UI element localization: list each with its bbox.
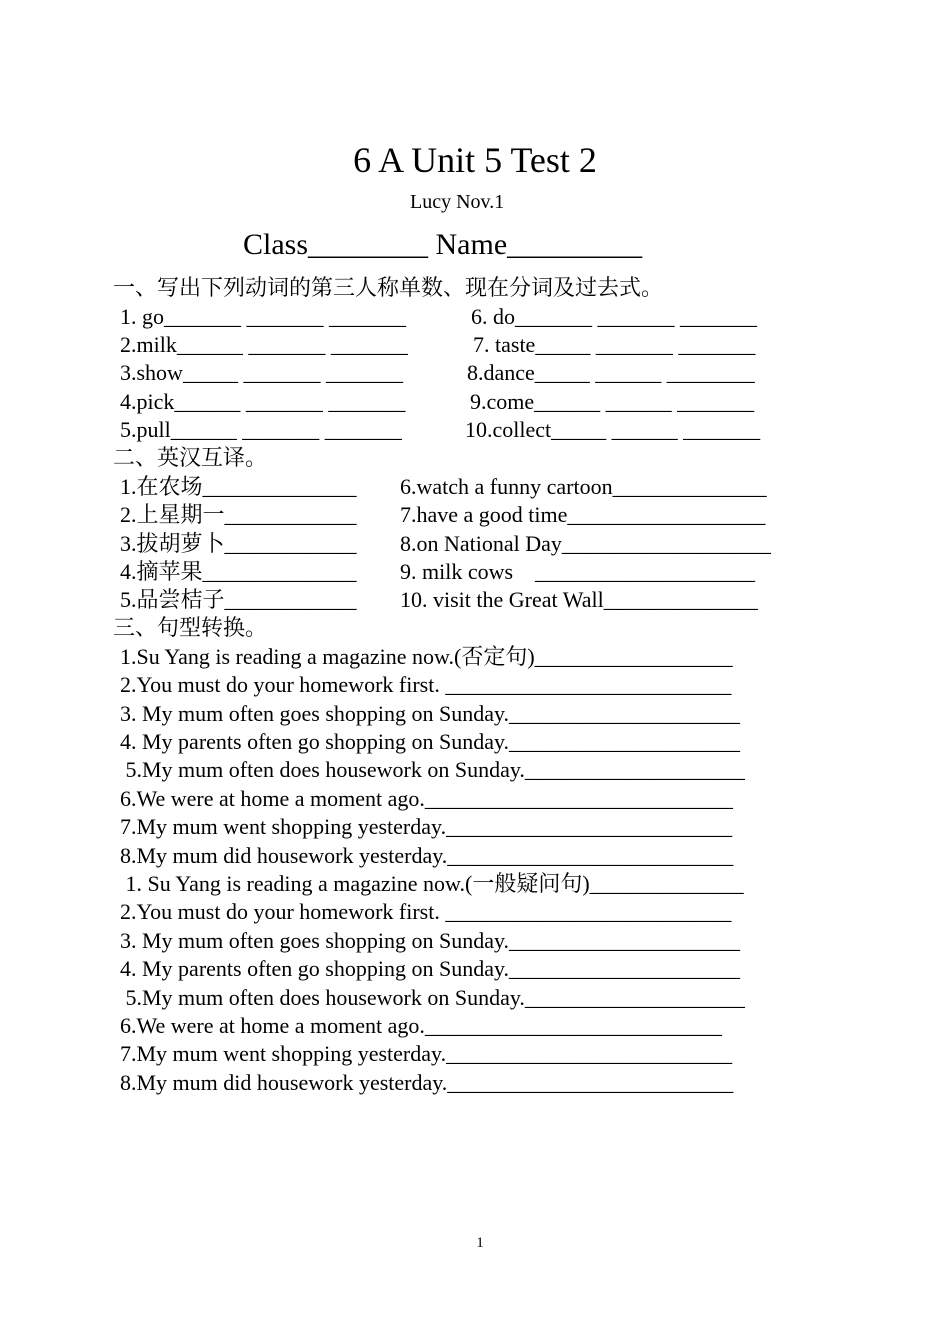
sentence-item: 5.My mum often does housework on Sunday.____________________ [120,757,745,782]
section-2-heading: 二、英汉互译。 [113,445,268,470]
verb-item: 5.pull______ _______ _______ [120,417,402,442]
verb-item: 4.pick______ _______ _______ [120,389,406,414]
sentence-item: 1. Su Yang is reading a magazine now.(一般疑问句)______________ [120,871,744,896]
page-title: 6 A Unit 5 Test 2 [353,140,597,180]
translation-item: 2.上星期一____________ [120,502,357,527]
sentence-item: 8.My mum did housework yesterday.__________________________ [120,1070,734,1095]
translation-item: 4.摘苹果______________ [120,559,357,584]
sentence-item: 3. My mum often goes shopping on Sunday._____________________ [120,928,741,953]
verb-item: 10.collect_____ ______ _______ [465,417,761,442]
verb-item: 8.dance_____ ______ ________ [467,360,755,385]
sentence-item: 3. My mum often goes shopping on Sunday._____________________ [120,701,741,726]
sentence-item: 4. My parents often go shopping on Sunday._____________________ [120,956,741,981]
sentence-item: 5.My mum often does housework on Sunday.____________________ [120,985,745,1010]
sentence-item: 2.You must do your homework first. __________________________ [120,672,732,697]
translation-item: 1.在农场______________ [120,474,357,499]
sentence-item: 4. My parents often go shopping on Sunday._____________________ [120,729,741,754]
translation-item: 6.watch a funny cartoon______________ [400,474,767,499]
section-1-heading: 一、写出下列动词的第三人称单数、现在分词及过去式。 [113,275,664,300]
translation-item: 8.on National Day___________________ [400,531,771,556]
sentence-item: 8.My mum did housework yesterday.__________________________ [120,843,734,868]
translation-item: 3.拔胡萝卜____________ [120,531,357,556]
section-3-heading: 三、句型转换。 [113,615,268,640]
translation-item: 9. milk cows ____________________ [400,559,756,584]
sentence-item: 6.We were at home a moment ago.___________________________ [120,1013,722,1038]
verb-item: 9.come______ ______ _______ [470,389,755,414]
verb-item: 6. do_______ _______ _______ [471,304,757,329]
sentence-item: 7.My mum went shopping yesterday.__________________________ [120,814,733,839]
class-name-line: Class________ Name_________ [243,228,643,261]
sentence-item: 7.My mum went shopping yesterday.__________________________ [120,1041,733,1066]
translation-item: 5.品尝桔子____________ [120,587,357,612]
sentence-item: 2.You must do your homework first. __________________________ [120,899,732,924]
sentence-item: 1.Su Yang is reading a magazine now.(否定句)__________________ [120,644,733,669]
verb-item: 1. go_______ _______ _______ [120,304,406,329]
author-date: Lucy Nov.1 [410,191,505,213]
verb-item: 7. taste_____ _______ _______ [473,332,756,357]
translation-item: 10. visit the Great Wall______________ [400,587,758,612]
sentence-item: 6.We were at home a moment ago.____________________________ [120,786,733,811]
verb-item: 3.show_____ _______ _______ [120,360,403,385]
verb-item: 2.milk______ _______ _______ [120,332,408,357]
page-number: 1 [476,1235,484,1251]
translation-item: 7.have a good time__________________ [400,502,766,527]
